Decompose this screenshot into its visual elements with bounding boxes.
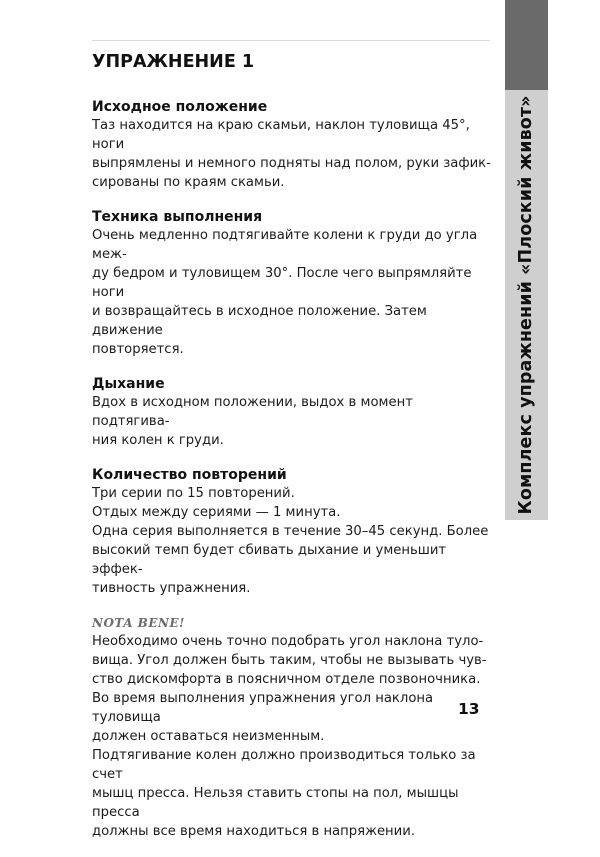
text-line: высокий темп будет сбивать дыхание и уменьшит эффек- [92,543,447,577]
text-line: должны все время находиться в напряжении. [92,824,416,839]
text-line: Очень медленно подтягивайте колени к груди до угла меж- [92,228,478,262]
section-heading: Техника выполнения [92,209,263,225]
text-line: Три серии по 15 повторений. [92,486,295,501]
text-line: Вдох в исходном положении, выдох в момент подтягива- [92,395,413,429]
section-heading: Исходное положение [92,99,268,115]
chapter-side-label: Комплекс упражнений «Плоский живот» [516,95,536,515]
text-line: мышц пресса. Нельзя ставить стопы на пол, мышцы пресса [92,786,459,820]
text-line: и возвращайтесь в исходное положение. Затем движение [92,304,427,338]
text-line: ство дискомфорта в поясничном отделе позвоночника. [92,672,481,687]
section-start-position [92,98,492,192]
exercise-title: УПРАЖНЕНИЕ 1 [92,52,255,72]
text-line: тивность упражнения. [92,581,251,596]
section-breathing [92,375,492,450]
page-number: 13 [458,700,480,718]
section-text [92,116,492,192]
section-nota-bene [92,614,492,841]
section-text [92,226,492,359]
text-line: должен оставаться неизменным. [92,729,325,744]
text-line: Таз находится на краю скамьи, наклон туловища 45°, ноги [92,118,470,152]
section-heading: Количество повторений [92,467,287,483]
text-line: Отдых между сериями — 1 минута. [92,505,341,520]
section-text [92,484,492,598]
text-line: Во время выполнения упражнения угол наклона туловища [92,691,434,725]
top-rule [92,40,490,41]
text-line: ния колен к груди. [92,433,224,448]
chapter-tab [505,0,548,90]
text-line: Необходимо очень точно подобрать угол наклона туло- [92,634,484,649]
section-heading: Дыхание [92,376,165,392]
text-line: повторяется. [92,342,184,357]
text-line: сированы по краям скамьи. [92,175,285,190]
text-line: Подтягивание колен должно производиться только за счет [92,748,476,782]
text-line: вища. Угол должен быть таким, чтобы не вызывать чув- [92,653,487,668]
text-line: Одна серия выполняется в течение 30–45 секунд. Более [92,524,489,539]
section-repetitions [92,466,492,598]
nota-bene-heading: NOTA BENE! [92,616,185,630]
text-line: ду бедром и туловищем 30°. После чего выпрямляйте ноги [92,266,472,300]
section-technique [92,208,492,359]
section-text [92,393,492,450]
section-text [92,632,492,841]
text-line: выпрямлены и немного подняты над полом, руки зафик- [92,156,491,171]
exercise-content [92,52,492,857]
